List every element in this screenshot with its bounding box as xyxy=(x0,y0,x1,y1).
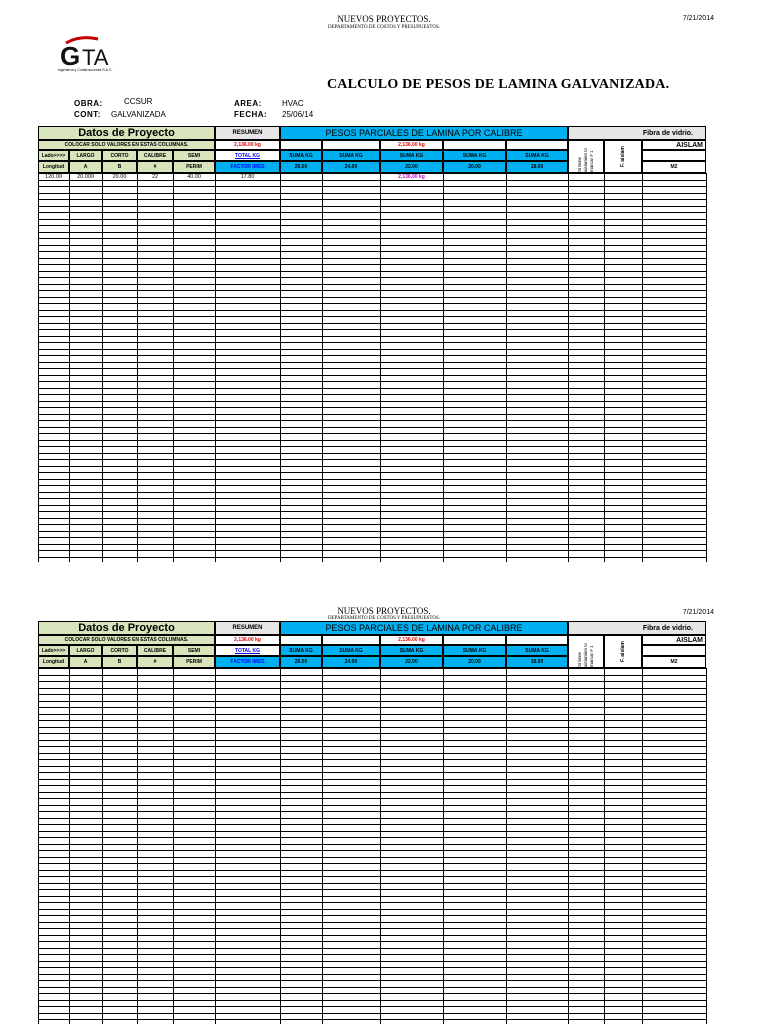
total-weight: 2,136.00 kg xyxy=(215,635,280,645)
grid-row-line xyxy=(38,479,706,480)
area-value: HVAC xyxy=(282,99,304,108)
col-calibre: CALIBRE xyxy=(137,150,173,161)
grid-row-line xyxy=(38,857,706,858)
grid-row-line xyxy=(38,967,706,968)
grid-row-line xyxy=(38,251,706,252)
grid-row-line xyxy=(38,459,706,460)
grid-row-line xyxy=(38,401,706,402)
pesos-parciales-header: PESOS PARCIALES DE LAMINA POR CALIBRE xyxy=(280,621,568,635)
calibre-24: 24.00 xyxy=(322,656,380,668)
f-aislam: F. aislam xyxy=(604,140,642,173)
grid-column-line xyxy=(215,668,216,1024)
calibre-26: 26.00 xyxy=(280,161,322,173)
grid-row-line xyxy=(38,772,706,773)
calibre-18: 18.00 xyxy=(506,161,568,173)
suma-kg-26: SUMA KG xyxy=(280,150,322,161)
partial-weight-22: 2,136.00 kg xyxy=(380,635,443,645)
gta-logo xyxy=(52,33,142,78)
header-title: NUEVOS PROYECTOS. xyxy=(337,606,431,616)
grid-row-line xyxy=(38,414,706,415)
suma-kg-20: SUMA KG xyxy=(443,645,506,656)
obra-label: OBRA: xyxy=(74,99,103,108)
calibre-26: 26.00 xyxy=(280,656,322,668)
grid-row-line xyxy=(38,544,706,545)
suma-kg-22: SUMA KG xyxy=(380,150,443,161)
fibra-vidrio-header: Fibra de vidrio. xyxy=(568,621,706,635)
grid-row-line xyxy=(38,753,706,754)
grid-row-line xyxy=(38,381,706,382)
blank-cell xyxy=(506,140,568,150)
suma-kg-24: SUMA KG xyxy=(322,645,380,656)
m2-label: M2 xyxy=(642,656,706,668)
grid-row-line xyxy=(38,1000,706,1001)
header-date: 7/21/2014 xyxy=(682,609,714,616)
grid-row-line xyxy=(38,701,706,702)
grid-row-line xyxy=(38,303,706,304)
partial-weight-22: 2,136.00 kg xyxy=(380,140,443,150)
table-body xyxy=(38,668,706,1024)
fibra-vidrio-header: Fibra de vidrio. xyxy=(568,126,706,140)
grid-row-line xyxy=(38,362,706,363)
grid-row-line xyxy=(38,264,706,265)
fecha-value: 25/06/14 xyxy=(282,110,314,119)
grid-column-line xyxy=(568,668,569,1024)
grid-row-line xyxy=(38,1019,706,1020)
factor-imss-label: FACTOR IMSS xyxy=(215,161,280,173)
calibre-22: 22.00 xyxy=(380,161,443,173)
grid-row-line xyxy=(38,707,706,708)
grid-row-line xyxy=(38,518,706,519)
grid-row-line xyxy=(38,284,706,285)
grid-row-line xyxy=(38,844,706,845)
grid-row-line xyxy=(38,870,706,871)
grid-row-line xyxy=(38,824,706,825)
datos-proyecto-header: Datos de Proyecto xyxy=(38,621,215,635)
grid-row-line xyxy=(38,746,706,747)
grid-row-line xyxy=(38,271,706,272)
grid-row-line xyxy=(38,420,706,421)
grid-row-line xyxy=(38,941,706,942)
grid-row-line xyxy=(38,727,706,728)
cell-suma-22[interactable]: 2,136.00 kg xyxy=(398,174,425,180)
grid-row-line xyxy=(38,974,706,975)
calibre-18: 18.00 xyxy=(506,656,568,668)
grid-row-line xyxy=(38,948,706,949)
calibre-20: 20.00 xyxy=(443,656,506,668)
grid-row-line xyxy=(38,1006,706,1007)
grid-row-line xyxy=(38,323,706,324)
col-corto: CORTO xyxy=(102,150,137,161)
grid-row-line xyxy=(38,961,706,962)
col-a: A xyxy=(69,656,102,668)
factor-imss-label: FACTOR IMSS xyxy=(215,656,280,668)
suma-kg-20: SUMA KG xyxy=(443,150,506,161)
colocar-note: COLOCAR SOLO VALORES EN ESTAS COLUMNAS. xyxy=(38,635,215,645)
grid-row-line xyxy=(38,993,706,994)
grid-row-line xyxy=(38,531,706,532)
grid-row-line xyxy=(38,766,706,767)
cell-total-kg[interactable]: 17.80 xyxy=(240,174,255,180)
grid-row-line xyxy=(38,980,706,981)
grid-row-line xyxy=(38,388,706,389)
grid-row-line xyxy=(38,277,706,278)
cell-corto[interactable]: 20.00 xyxy=(112,174,127,180)
grid-row-line xyxy=(38,511,706,512)
grid-row-line xyxy=(38,329,706,330)
grid-row-line xyxy=(38,206,706,207)
col-largo: LARGO xyxy=(69,150,102,161)
grid-row-line xyxy=(38,831,706,832)
grid-row-line xyxy=(38,485,706,486)
grid-row-line xyxy=(38,368,706,369)
grid-row-line xyxy=(38,472,706,473)
grid-row-line xyxy=(38,792,706,793)
logo-tagline: Ingeniería y Construcciones S.A.C. xyxy=(58,68,113,72)
grid-row-line xyxy=(38,902,706,903)
grid-row-line xyxy=(38,915,706,916)
grid-row-line xyxy=(38,225,706,226)
col-perim: PERIM xyxy=(173,161,215,173)
col-longitud: Longitud xyxy=(38,656,69,668)
grid-column-line xyxy=(706,668,707,1024)
col-calibre: CALIBRE xyxy=(137,645,173,656)
grid-column-line xyxy=(102,668,103,1024)
blank-cell xyxy=(322,635,380,645)
grid-row-line xyxy=(38,694,706,695)
blank-cell xyxy=(506,635,568,645)
total-weight: 2,136.00 kg xyxy=(215,140,280,150)
grid-column-line xyxy=(137,668,138,1024)
grid-row-line xyxy=(38,805,706,806)
grid-row-line xyxy=(38,394,706,395)
grid-row-line xyxy=(38,186,706,187)
col-lado: Lado>>>> xyxy=(38,150,69,161)
grid-row-line xyxy=(38,232,706,233)
grid-row-line xyxy=(38,896,706,897)
grid-row-line xyxy=(38,675,706,676)
grid-row-line xyxy=(38,537,706,538)
sheet-page-2 xyxy=(0,600,768,1024)
grid-row-line xyxy=(38,759,706,760)
cell-semi-perim[interactable]: 40.00 xyxy=(187,174,201,180)
grid-row-line xyxy=(38,818,706,819)
blank-cell xyxy=(642,150,706,161)
grid-column-line xyxy=(506,668,507,1024)
si-tiene-aislamiento: Si tiene aislamien to marcar # 1 xyxy=(568,140,604,173)
col-lado: Lado>>>> xyxy=(38,645,69,656)
col-corto: CORTO xyxy=(102,645,137,656)
grid-column-line xyxy=(706,173,707,562)
grid-row-line xyxy=(38,219,706,220)
cont-value: GALVANIZADA xyxy=(111,110,166,119)
obra-value: CCSUR xyxy=(124,97,153,106)
suma-kg-18: SUMA KG xyxy=(506,150,568,161)
grid-row-line xyxy=(38,668,706,669)
grid-row-line xyxy=(38,453,706,454)
grid-row-line xyxy=(38,720,706,721)
grid-row-line xyxy=(38,524,706,525)
calibre-20: 20.00 xyxy=(443,161,506,173)
aislam-header: AISLAM xyxy=(642,635,706,645)
grid-row-line xyxy=(38,550,706,551)
grid-column-line xyxy=(69,668,70,1024)
grid-row-line xyxy=(38,427,706,428)
blank-cell xyxy=(322,140,380,150)
grid-row-line xyxy=(38,779,706,780)
grid-row-line xyxy=(38,557,706,558)
cont-label: CONT: xyxy=(74,110,101,119)
total-kg-label: TOTAL KG xyxy=(215,150,280,161)
grid-column-line xyxy=(280,668,281,1024)
grid-row-line xyxy=(38,850,706,851)
aislam-header: AISLAM xyxy=(642,140,706,150)
grid-row-line xyxy=(38,342,706,343)
header-subtitle: DEPARTAMENTO DE COSTOS Y PRESUPUESTOS. xyxy=(328,25,440,30)
col-perim: PERIM xyxy=(173,656,215,668)
grid-row-line xyxy=(38,505,706,506)
fecha-label: FECHA: xyxy=(234,110,268,119)
colocar-note: COLOCAR SOLO VALORES EN ESTAS COLUMNAS. xyxy=(38,140,215,150)
col-hash: # xyxy=(137,161,173,173)
grid-column-line xyxy=(604,668,605,1024)
grid-row-line xyxy=(38,433,706,434)
grid-row-line xyxy=(38,681,706,682)
grid-row-line xyxy=(38,446,706,447)
resumen-header: RESUMEN xyxy=(215,126,280,140)
grid-column-line xyxy=(322,668,323,1024)
grid-row-line xyxy=(38,837,706,838)
document-title: CALCULO DE PESOS DE LAMINA GALVANIZADA. xyxy=(327,77,670,92)
grid-row-line xyxy=(38,876,706,877)
col-semi: SEMI xyxy=(173,645,215,656)
cell-longitud[interactable]: 120.00 xyxy=(45,174,62,180)
grid-row-line xyxy=(38,212,706,213)
col-a: A xyxy=(69,161,102,173)
grid-row-line xyxy=(38,811,706,812)
grid-row-line xyxy=(38,889,706,890)
grid-row-line xyxy=(38,733,706,734)
table-body xyxy=(38,173,706,562)
col-largo: LARGO xyxy=(69,645,102,656)
grid-row-line xyxy=(38,238,706,239)
grid-row-line xyxy=(38,193,706,194)
grid-row-line xyxy=(38,375,706,376)
grid-row-line xyxy=(38,883,706,884)
cell-calibre[interactable]: 22 xyxy=(151,174,159,180)
grid-row-line xyxy=(38,199,706,200)
grid-row-line xyxy=(38,297,706,298)
blank-cell xyxy=(280,140,322,150)
pesos-parciales-header: PESOS PARCIALES DE LAMINA POR CALIBRE xyxy=(280,126,568,140)
suma-kg-18: SUMA KG xyxy=(506,645,568,656)
blank-cell xyxy=(443,635,506,645)
grid-row-line xyxy=(38,355,706,356)
grid-row-line xyxy=(38,740,706,741)
grid-row-line xyxy=(38,498,706,499)
col-semi: SEMI xyxy=(173,150,215,161)
grid-row-line xyxy=(38,954,706,955)
cell-largo[interactable]: 20.000 xyxy=(77,174,94,180)
resumen-header: RESUMEN xyxy=(215,621,280,635)
grid-row-line xyxy=(38,290,706,291)
suma-kg-22: SUMA KG xyxy=(380,645,443,656)
grid-row-line xyxy=(38,1013,706,1014)
grid-row-line xyxy=(38,492,706,493)
grid-row-line xyxy=(38,935,706,936)
blank-cell xyxy=(280,635,322,645)
blank-cell xyxy=(443,140,506,150)
grid-row-line xyxy=(38,336,706,337)
total-kg-label: TOTAL KG xyxy=(215,645,280,656)
datos-proyecto-header: Datos de Proyecto xyxy=(38,126,215,140)
blank-cell xyxy=(642,645,706,656)
grid-row-line xyxy=(38,688,706,689)
grid-column-line xyxy=(38,668,39,1024)
grid-column-line xyxy=(642,668,643,1024)
grid-row-line xyxy=(38,316,706,317)
calibre-22: 22.00 xyxy=(380,656,443,668)
svg-text:TA: TA xyxy=(82,45,109,70)
grid-row-line xyxy=(38,909,706,910)
header-title: NUEVOS PROYECTOS. xyxy=(337,14,431,24)
col-b: B xyxy=(102,656,137,668)
svg-text:G: G xyxy=(60,41,81,71)
grid-row-line xyxy=(38,863,706,864)
grid-row-line xyxy=(38,349,706,350)
col-hash: # xyxy=(137,656,173,668)
grid-column-line xyxy=(380,668,381,1024)
si-tiene-aislamiento: Si tiene aislamien to marcar # 1 xyxy=(568,635,604,668)
grid-row-line xyxy=(38,785,706,786)
grid-row-line xyxy=(38,922,706,923)
grid-row-line xyxy=(38,245,706,246)
grid-row-line xyxy=(38,714,706,715)
header-date: 7/21/2014 xyxy=(682,15,714,22)
grid-row-line xyxy=(38,798,706,799)
area-label: AREA: xyxy=(234,99,262,108)
f-aislam: F. aislam xyxy=(604,635,642,668)
grid-column-line xyxy=(173,668,174,1024)
grid-column-line xyxy=(443,668,444,1024)
grid-row-line xyxy=(38,440,706,441)
grid-row-line xyxy=(38,258,706,259)
header-subtitle: DEPARTAMENTO DE COSTOS Y PRESUPUESTOS. xyxy=(328,616,440,621)
grid-row-line xyxy=(38,310,706,311)
grid-row-line xyxy=(38,928,706,929)
col-b: B xyxy=(102,161,137,173)
suma-kg-26: SUMA KG xyxy=(280,645,322,656)
col-longitud: Longitud xyxy=(38,161,69,173)
grid-row-line xyxy=(38,466,706,467)
suma-kg-24: SUMA KG xyxy=(322,150,380,161)
m2-label: M2 xyxy=(642,161,706,173)
grid-row-line xyxy=(38,987,706,988)
calibre-24: 24.00 xyxy=(322,161,380,173)
grid-row-line xyxy=(38,407,706,408)
